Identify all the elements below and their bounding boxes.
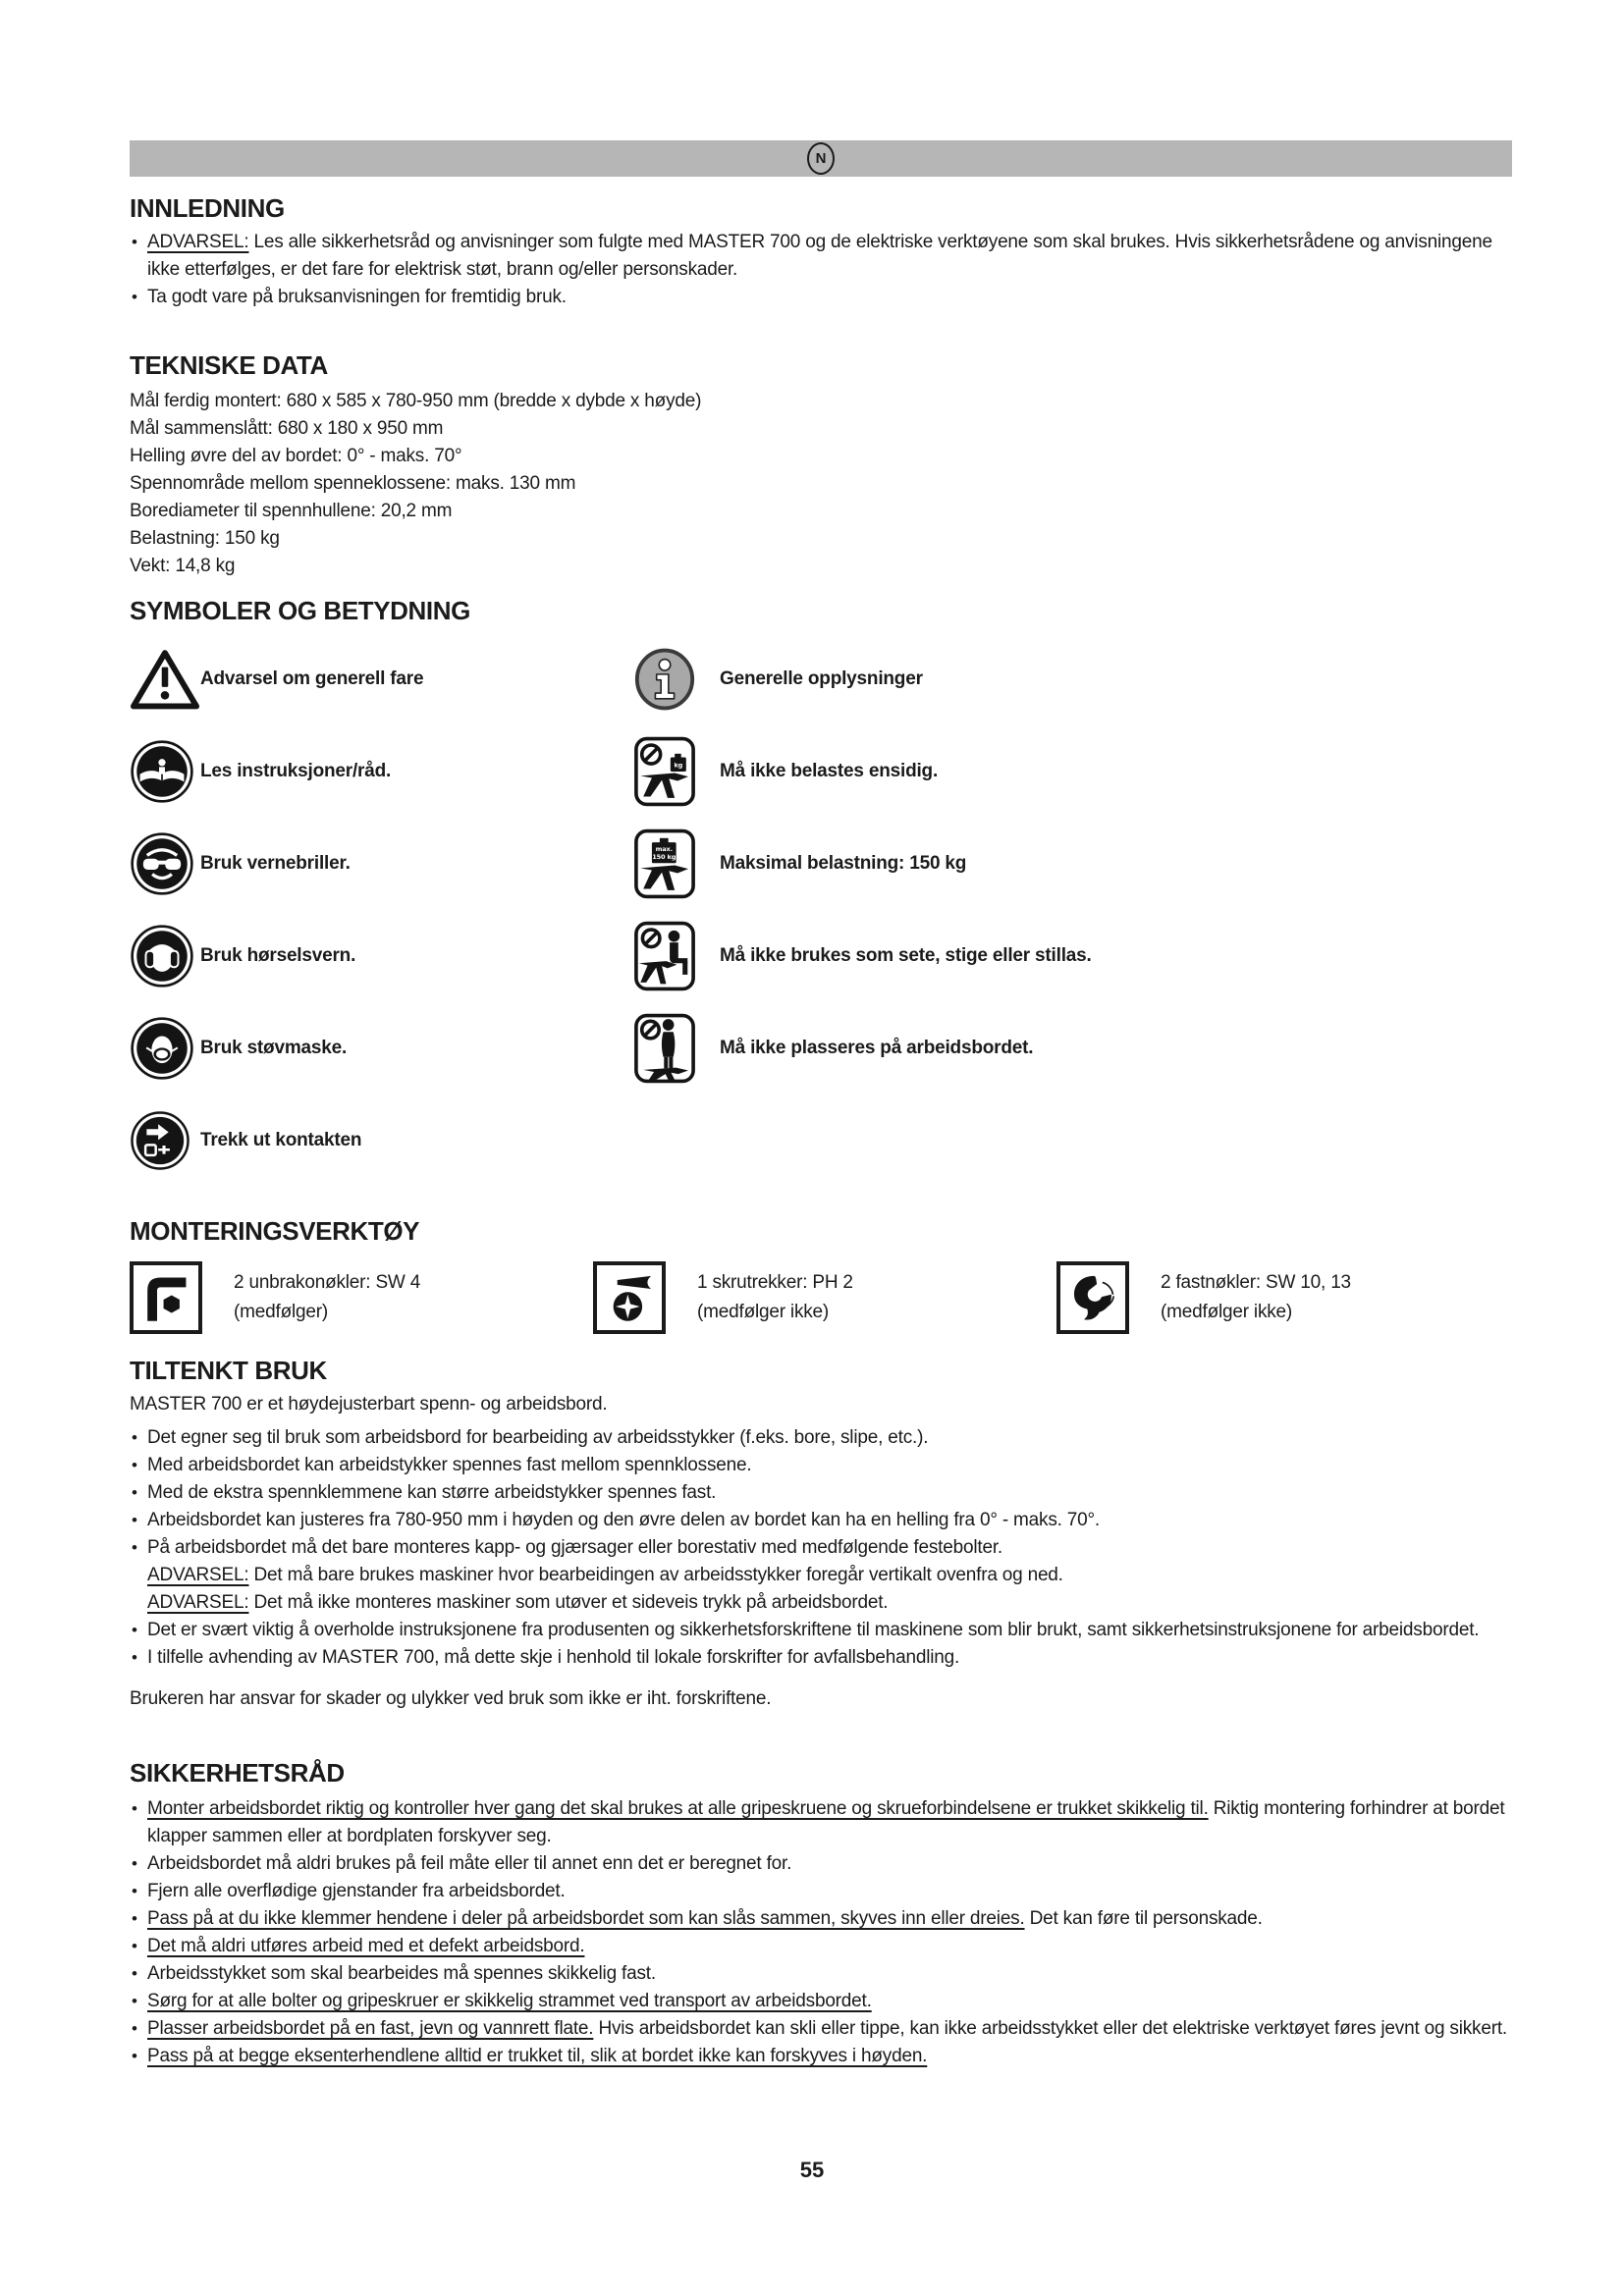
tool-label [1161,1268,1351,1327]
bullet-text [147,1455,751,1475]
data-line: Helling øvre del av bordet: 0° - maks. 70° [130,446,462,466]
bullet-item [130,284,1512,311]
text-segment: Riktig montering forhindrer at bordet klapper sammen eller at bordplaten forskyver seg. [147,1798,1505,1846]
symbol-label: Bruk vernebriller. [200,853,351,874]
tool-label-line: 2 fastnøkler: SW 10, 13 [1161,1272,1351,1293]
data-line: Spennområde mellom spenneklossene: maks. 130 mm [130,473,576,494]
tool-label [234,1268,420,1327]
symbol-row [130,725,633,818]
text-segment: Arbeidsbordet må aldri brukes på feil måte eller til annet enn det er beregnet for. [147,1853,792,1874]
bullet-item [130,2015,1512,2043]
text-segment: Hvis arbeidsbordet kan skli eller tippe, kan ikke arbeidsstykket eller det elektriske verktøyet føres jevnt og sikkert. [593,2018,1507,2039]
section-title: INNLEDNING [130,193,285,223]
data-line: Belastning: 150 kg [130,528,280,549]
section-title: SYMBOLER OG BETYDNING [130,596,470,625]
bullet-text [147,1482,716,1503]
text-segment: Med de ekstra spennklemmene kan større arbeidstykker spennes fast. [147,1482,717,1503]
bullet-item [130,1850,1512,1878]
unplug-icon [130,1110,200,1171]
bullet-text [147,2018,1507,2039]
symbol-column-left [130,633,633,1187]
intro-text: MASTER 700 er et høydejusterbart spenn- og arbeidsbord. [130,1394,608,1415]
tool-label-line: (medfølger ikke) [697,1302,830,1322]
symbol-row [130,910,633,1002]
bullet-item [130,1795,1512,1850]
bullet-text [147,1510,1100,1530]
symbol-label: Advarsel om generell fare [200,668,424,689]
section-title: TEKNISKE DATA [130,350,328,380]
bullet-glyph: • [132,1882,137,1900]
tool-label-line: 2 unbrakonøkler: SW 4 [234,1272,421,1293]
bullet-item [130,1905,1512,1933]
section-tekniske-data [130,350,1512,580]
section-title: TILTENKT BRUK [130,1356,327,1385]
symbol-label: Trekk ut kontakten [200,1130,362,1150]
page-number: 55 [799,2158,825,2182]
underlined-text: Pass på at du ikke klemmer hendene i deler på arbeidsbordet som kan slås sammen, skyves inn eller dreies. [147,1908,1025,1929]
bullet-text [147,232,1492,280]
data-line: Vekt: 14,8 kg [130,556,236,576]
tool-label-line: 1 skrutrekker: PH 2 [697,1272,853,1293]
bullet-glyph: • [132,1909,137,1928]
read-instructions-icon [130,739,200,804]
warning-subline [147,1562,1512,1589]
bullet-text [147,287,567,307]
warning-subline [147,1589,1512,1617]
symbol-column-right [633,633,1512,1187]
bullet-glyph: • [132,1648,137,1667]
symbol-label: Bruk støvmaske. [200,1038,348,1058]
bullet-glyph: • [132,1964,137,1983]
symbol-label: Maksimal belastning: 150 kg [720,853,967,874]
section-title: MONTERINGSVERKTØY [130,1216,420,1246]
bullet-item [130,229,1512,284]
text-segment: På arbeidsbordet må det bare monteres kapp- og gjærsager eller borestativ med medfølgende festebolter. [147,1537,1002,1558]
bullet-list [130,1424,1512,1672]
bullet-glyph: • [132,2047,137,2065]
section-innledning [130,193,1512,311]
bullet-glyph: • [132,1483,137,1502]
data-line: Mål sammenslått: 680 x 180 x 950 mm [130,418,444,439]
bullet-item [130,1617,1512,1644]
bullet-glyph: • [132,1854,137,1873]
bullet-text [147,1427,928,1448]
symbol-row [130,818,633,910]
symbol-label: Må ikke belastes ensidig. [720,761,939,781]
bullet-item [130,1507,1512,1534]
bullet-glyph: • [132,233,137,251]
bullet-text [147,1881,566,1901]
tool-item [593,1261,1056,1334]
symbol-row [633,1002,1512,1095]
underlined-text: ADVARSEL: [147,1565,249,1585]
bullet-item [130,1452,1512,1479]
text-segment: Med arbeidsbordet kan arbeidstykker spennes fast mellom spennklossene. [147,1455,752,1475]
warning-triangle-icon [130,648,200,711]
bullet-text [147,1537,1002,1558]
language-bar [130,140,1512,177]
svg-text:150 kg: 150 kg [652,852,677,861]
bullet-glyph: • [132,1799,137,1818]
bullet-text [147,1647,959,1668]
tool-item [1056,1261,1512,1334]
svg-text:max.: max. [655,844,673,853]
bullet-item [130,1960,1512,1988]
text-segment: Det er svært viktig å overholde instruksjonene fra produsenten og sikkerhetsforskriftene til maskinene som blir brukt, samt sikkerhetsinstruksjonene for arbeidsbordet. [147,1620,1480,1640]
text-segment: Les alle sikkerhetsråd og anvisninger som fulgte med MASTER 700 og de elektriske verktøyene som skal brukes. Hvis sikkerhetsrådene og anvisningene ikke etterfølges, er det fare for elektrisk støt, brann og/eller personskader. [147,232,1492,280]
safety-goggles-icon [130,831,200,896]
section-tiltenkt-bruk [130,1356,1512,1672]
open-end-wrench-icon [1056,1261,1129,1334]
bullet-text [147,1991,872,2011]
bullet-list [130,229,1512,311]
bullet-glyph: • [132,1511,137,1529]
symbol-row [633,725,1512,818]
bullet-item [130,1878,1512,1905]
text-segment: Arbeidsbordet kan justeres fra 780-950 mm i høyden og den øvre delen av bordet kan ha en helling fra 0° - maks. 70°. [147,1510,1100,1530]
text-segment: Arbeidsstykket som skal bearbeides må spennes skikkelig fast. [147,1963,656,1984]
no-standing-icon [633,1012,720,1085]
underlined-text: Det må aldri utføres arbeid med et defekt arbeidsbord. [147,1936,585,1956]
text-segment: Ta godt vare på bruksanvisningen for fremtidig bruk. [147,287,567,307]
tool-label-line: (medfølger) [234,1302,328,1322]
svg-text:kg: kg [674,761,683,770]
bullet-list [130,1795,1512,2070]
bullet-text [147,1936,584,1956]
symbol-grid [130,633,1512,1187]
text-segment: Det må bare brukes maskiner hvor bearbeidingen av arbeidsstykker foregår vertikalt ovenfra og ned. [248,1565,1063,1585]
bullet-item [130,1424,1512,1452]
symbol-label: Bruk hørselsvern. [200,945,356,966]
dust-mask-icon [130,1016,200,1081]
bullet-glyph: • [132,1621,137,1639]
underlined-text: Monter arbeidsbordet riktig og kontroller hver gang det skal brukes at alle gripeskruene og skrueforbindelsene er trukket skikkelig til. [147,1798,1209,1819]
bullet-item [130,1933,1512,1960]
no-sitting-icon [633,920,720,992]
tool-row [130,1261,1512,1334]
symbol-row [130,1095,633,1187]
bullet-text [147,1853,791,1874]
text-segment: Det må ikke monteres maskiner som utøver et sideveis trykk på arbeidsbordet. [248,1592,889,1613]
section-title: SIKKERHETSRÅD [130,1758,345,1788]
symbol-row [633,818,1512,910]
section-monteringsverktoy [130,1216,1512,1334]
symbol-label: Må ikke brukes som sete, stige eller stillas. [720,945,1092,966]
bullet-text [147,1908,1263,1929]
info-icon [633,646,720,713]
bullet-item [130,1479,1512,1507]
tech-data-lines [130,388,1512,580]
symbol-label: Må ikke plasseres på arbeidsbordet. [720,1038,1034,1058]
symbol-row [633,910,1512,1002]
symbol-row [130,1002,633,1095]
symbol-label: Les instruksjoner/råd. [200,761,392,781]
data-line: Mål ferdig montert: 680 x 585 x 780-950 mm (bredde x dybde x høyde) [130,391,702,411]
bullet-item [130,1988,1512,2015]
bullet-glyph: • [132,1992,137,2010]
data-line: Borediameter til spennhullene: 20,2 mm [130,501,453,521]
liability-note: Brukeren har ansvar for skader og ulykker ved bruk som ikke er iht. forskriftene. [130,1688,772,1709]
bullet-text [147,1963,656,1984]
max-load-icon [633,828,720,900]
tool-label [697,1268,853,1327]
text-segment: Det egner seg til bruk som arbeidsbord for bearbeiding av arbeidsstykker (f.eks. bore, slipe, etc.). [147,1427,929,1448]
bullet-glyph: • [132,1538,137,1557]
section-symboler [130,596,1512,1187]
language-badge: N [807,142,835,175]
section-sikkerhetsrad [130,1758,1512,2070]
bullet-glyph: • [132,288,137,306]
underlined-text: Sørg for at alle bolter og gripeskruer er skikkelig strammet ved transport av arbeidsbordet. [147,1991,872,2011]
bullet-item [130,1644,1512,1672]
symbol-row [633,633,1512,725]
underlined-text: ADVARSEL: [147,232,249,252]
text-segment: Det kan føre til personskade. [1024,1908,1263,1929]
bullet-glyph: • [132,2019,137,2038]
tool-item [130,1261,593,1334]
allen-key-icon [130,1261,202,1334]
symbol-label: Generelle opplysninger [720,668,923,689]
bullet-item [130,1534,1512,1617]
bullet-glyph: • [132,1456,137,1474]
symbol-row [130,633,633,725]
bullet-glyph: • [132,1937,137,1955]
tool-label-line: (medfølger ikke) [1161,1302,1293,1322]
bullet-text [147,2046,927,2066]
page-content [130,193,1512,2070]
underlined-text: Plasser arbeidsbordet på en fast, jevn og vannrett flate. [147,2018,594,2039]
bullet-text [147,1620,1479,1640]
ear-protection-icon [130,924,200,988]
bullet-item [130,2043,1512,2070]
underlined-text: ADVARSEL: [147,1592,249,1613]
bullet-glyph: • [132,1428,137,1447]
phillips-screwdriver-icon [593,1261,666,1334]
text-segment: Fjern alle overflødige gjenstander fra arbeidsbordet. [147,1881,566,1901]
bullet-text [147,1798,1504,1846]
text-segment: I tilfelle avhending av MASTER 700, må dette skje i henhold til lokale forskrifter for avfallsbehandling. [147,1647,960,1668]
underlined-text: Pass på at begge eksenterhendlene alltid er trukket til, slik at bordet ikke kan forskyves i høyden. [147,2046,928,2066]
no-one-sided-load-icon [633,735,720,808]
